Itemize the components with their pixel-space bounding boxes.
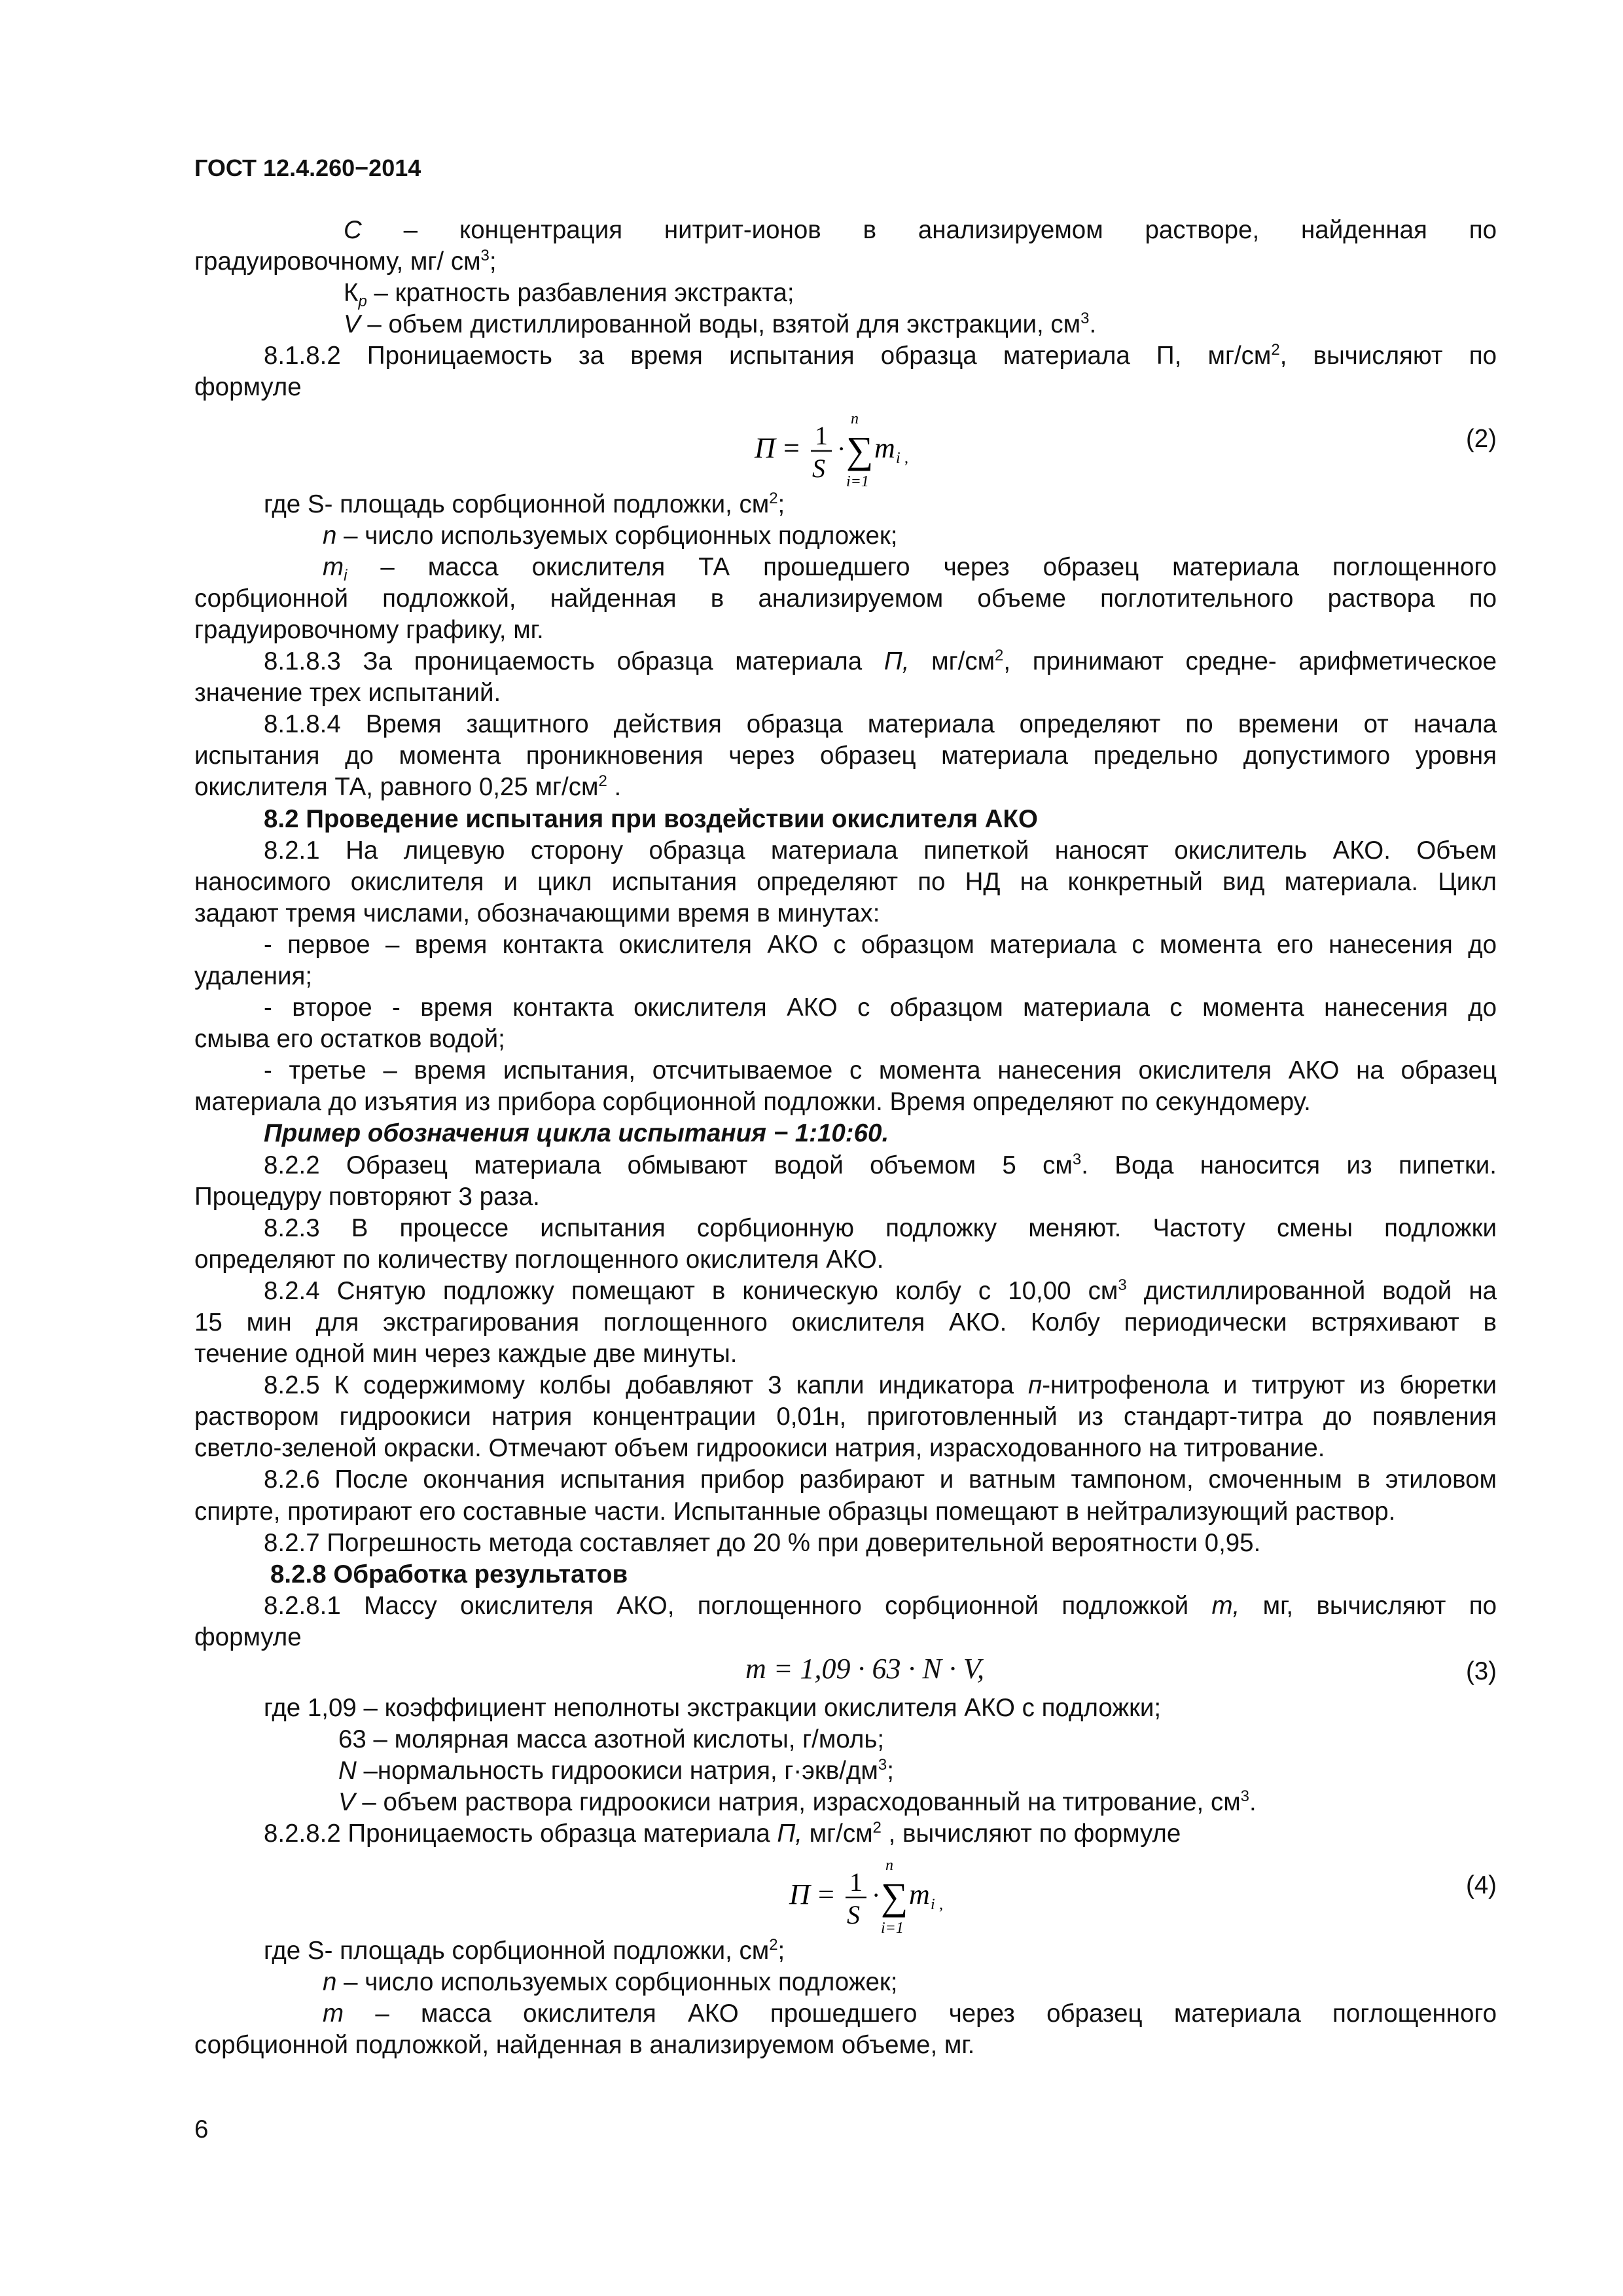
page-number: 6 xyxy=(194,2115,209,2144)
formula-2-number: (2) xyxy=(1465,424,1497,453)
clause-8184-cont-2: окислителя ТА, равного 0,25 $мг/см^2$ . xyxy=(194,772,622,802)
clause-8182-cont: формуле xyxy=(194,373,302,402)
cycle-first-cont: удаления; xyxy=(194,961,313,990)
c-definition-line: С – концентрация нитрит-ионов в анализируемом растворе, найденная по xyxy=(344,216,1497,244)
svg-text:i=1: i=1 xyxy=(881,1919,904,1935)
formula-4-number: (4) xyxy=(1465,1871,1497,1899)
svg-text:n: n xyxy=(851,410,859,427)
cycle-third-cont: материала до изъятия из прибора сорбционной подложки. Время определяют по секундомеру. xyxy=(194,1088,1311,1117)
clause-8281-cont: формуле xyxy=(194,1623,302,1651)
svg-text:,: , xyxy=(939,1895,943,1913)
clause-824-cont-1: 15 мин для экстрагирования поглощенного окислителя АКО. Колбу периодически встряхивают в xyxy=(194,1308,1497,1336)
clause-821: 8.2.1 На лицевую сторону образца материала пипеткой наносят окислитель АКО. Объем xyxy=(264,836,1497,865)
svg-text:∑: ∑ xyxy=(881,1874,908,1918)
svg-text:m: m xyxy=(909,1878,930,1910)
svg-text:i: i xyxy=(896,449,901,467)
where-3-a: где 1,09 – коэффициент неполноты экстракции окислителя АКО с подложки; xyxy=(264,1694,1162,1723)
cycle-first: - первое – время контакта окислителя АКО с образцом материала с момента его нанесения до xyxy=(264,930,1497,959)
clause-8184-cont-1: испытания до момента проникновения через образец материала предельно допустимого уровня xyxy=(194,742,1497,770)
svg-text:·: · xyxy=(872,1880,881,1910)
where-2-m-cont-1: сорбционной подложкой, найденная в анализируемом объеме поглотительного раствора по xyxy=(194,584,1497,613)
where-4-m-cont: сорбционной подложкой, найденная в анализируемом объеме, мг. xyxy=(194,2030,975,2059)
svg-text:П: П xyxy=(789,1878,810,1910)
clause-822: 8.2.2 Образец материала обмывают водой объемом 5 $см^3$. Вода наносится из пипетки. xyxy=(264,1150,1497,1179)
c-definition-cont: градуировочному, мг/ $см^3$; xyxy=(194,247,497,276)
v-definition: V – объем дистиллированной воды, взятой для экстракции, $см^3$. xyxy=(344,310,1097,339)
clause-8282: 8.2.8.2 Проницаемость образца материала П, $мг/см^2$ , вычисляют по формуле xyxy=(264,1819,1181,1848)
svg-text:=: = xyxy=(783,431,800,464)
clause-8183-cont: значение трех испытаний. xyxy=(194,679,501,708)
where-3-c: N –нормальность гидроокиси натрия, $г\cdot экв/дм^3$; xyxy=(338,1756,894,1785)
svg-text:∑: ∑ xyxy=(846,428,874,471)
svg-text:S: S xyxy=(812,453,825,483)
clause-822-cont: Процедуру повторяют 3 раза. xyxy=(194,1182,540,1211)
clause-826: 8.2.6 После окончания испытания прибор разбирают и ватным тампоном, смоченным в этиловом xyxy=(264,1465,1497,1494)
where-2-n: n – число используемых сорбционных подложек; xyxy=(323,521,898,550)
clause-8281: 8.2.8.1 Массу окислителя АКО, поглощенного сорбционной подложкой m, мг, вычисляют по xyxy=(264,1591,1497,1620)
formula-4 xyxy=(194,1850,1497,1935)
where-2-s: где S- площадь сорбционной подложки, $см^2$; xyxy=(264,489,785,518)
svg-text:1: 1 xyxy=(849,1867,863,1897)
clause-8183: 8.1.8.3 За проницаемость образца материала П, $мг/см^2$, принимают средне- арифметическое xyxy=(264,647,1497,676)
where-4-n: n – число используемых сорбционных подложек; xyxy=(323,1967,898,1996)
svg-text:m: m xyxy=(874,431,895,464)
clause-8184: 8.1.8.4 Время защитного действия образца материала определяют по времени от начала xyxy=(264,710,1497,739)
cycle-third: - третье – время испытания, отсчитываемое с момента нанесения окислителя АКО на образец xyxy=(264,1056,1497,1085)
where-3-b: 63 – молярная масса азотной кислоты, г/моль; xyxy=(338,1725,885,1754)
svg-text:П: П xyxy=(755,431,776,464)
where-2-m: $m_i$ – масса окислителя ТА прошедшего через образец материала поглощенного xyxy=(323,552,1497,584)
section-82-title: 8.2 Проведение испытания при воздействии окислителя АКО xyxy=(264,804,1038,833)
clause-823: 8.2.3 В процессе испытания сорбционную подложку меняют. Частоту смены подложки xyxy=(264,1213,1497,1242)
cycle-second-cont: смыва его остатков водой; xyxy=(194,1025,505,1054)
clause-826-cont: спирте, протирают его составные части. Испытанные образцы помещают в нейтрализующий раствор. xyxy=(194,1497,1396,1526)
formula-4-expression xyxy=(194,1850,1497,1935)
formula-2 xyxy=(194,404,1497,489)
clause-824: 8.2.4 Снятую подложку помещают в коническую колбу с 10,00 $см^3$ дистиллированной водой на xyxy=(264,1276,1497,1305)
clause-825-cont-1: раствором гидроокиси натрия концентрации 0,01н, приготовленный из стандарт-титра до появления xyxy=(194,1403,1497,1431)
formula-3-expression: m = 1,09 · 63 · N · V, xyxy=(745,1653,985,1685)
svg-text:i=1: i=1 xyxy=(846,473,869,489)
document-header: ГОСТ 12.4.260−2014 xyxy=(194,154,421,181)
svg-text:,: , xyxy=(904,449,908,467)
svg-text:1: 1 xyxy=(815,420,828,450)
cycle-example: Пример обозначения цикла испытания − 1:10:60. xyxy=(264,1119,889,1148)
clause-8182: 8.1.8.2 Проницаемость за время испытания образца материала П, $мг/см^2$, вычисляют по xyxy=(264,341,1497,370)
formula-3 xyxy=(194,1653,1497,1693)
clause-825: 8.2.5 К содержимому колбы добавляют 3 капли индикатора п-нитрофенола и титруют из бюретки xyxy=(264,1371,1497,1400)
where-2-m-cont-2: градуировочному графику, мг. xyxy=(194,615,544,644)
clause-827: 8.2.7 Погрешность метода составляет до 20 % при доверительной вероятности 0,95. xyxy=(264,1528,1261,1557)
document-body xyxy=(194,215,1497,2061)
clause-823-cont: определяют по количеству поглощенного окислителя АКО. xyxy=(194,1245,884,1274)
svg-text:n: n xyxy=(885,1856,893,1874)
svg-text:=: = xyxy=(818,1878,834,1910)
clause-825-cont-2: светло-зеленой окраски. Отмечают объем гидроокиси натрия, израсходованного на титрование. xyxy=(194,1434,1325,1463)
kp-definition: $К_р$ – кратность разбавления экстракта; xyxy=(344,279,794,311)
clause-821-cont-2: задают тремя числами, обозначающими время в минутах: xyxy=(194,899,880,927)
clause-824-cont-2: течение одной мин через каждые две минуты. xyxy=(194,1340,738,1369)
svg-text:S: S xyxy=(847,1899,860,1929)
section-828-title: 8.2.8 Обработка результатов xyxy=(270,1560,628,1588)
svg-text:·: · xyxy=(837,433,846,463)
formula-2-expression xyxy=(194,404,1497,489)
where-4-m: m – масса окислителя АКО прошедшего через образец материала поглощенного xyxy=(323,1999,1497,2028)
where-4-s: где S- площадь сорбционной подложки, $см^2$; xyxy=(264,1935,785,1965)
formula-3-number: (3) xyxy=(1465,1657,1497,1686)
clause-821-cont-1: наносимого окислителя и цикл испытания определяют по НД на конкретный вид материала. Цикл xyxy=(194,867,1497,896)
svg-text:i: i xyxy=(931,1895,935,1913)
cycle-second: - второе - время контакта окислителя АКО с образцом материала с момента нанесения до xyxy=(264,994,1497,1022)
where-3-d: V – объем раствора гидроокиси натрия, израсходованный на титрование, $см^3$. xyxy=(338,1787,1257,1817)
